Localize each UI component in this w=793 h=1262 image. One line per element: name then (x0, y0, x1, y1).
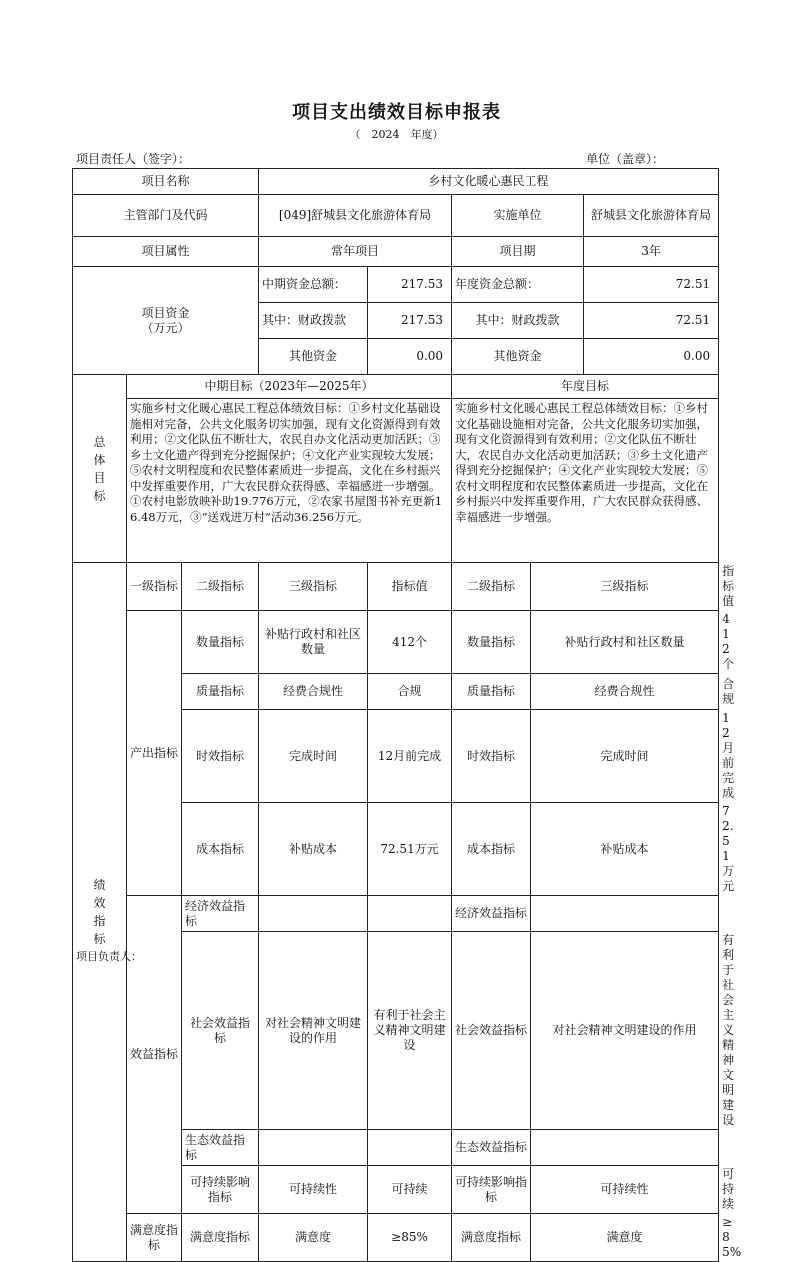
mid-total-label: 中期资金总额： (259, 267, 368, 303)
mid-benefit-l3: 可持续性 (259, 1166, 368, 1214)
impl-unit-label: 实施单位 (452, 195, 584, 237)
mid-benefit-value: 有利于社会主义精神文明建设 (368, 932, 452, 1130)
mid-fiscal-value: 217.53 (368, 303, 452, 339)
year-benefit-l3 (531, 1130, 719, 1166)
year-benefit-l2: 生态效益指标 (452, 1130, 531, 1166)
mid-benefit-l2: 经济效益指标 (182, 896, 259, 932)
mid-benefit-value (368, 896, 452, 932)
mid-output-l2: 成本指标 (182, 803, 259, 896)
dept-label: 主管部门及代码 (73, 195, 259, 237)
year-benefit-l2: 社会效益指标 (452, 932, 531, 1130)
unit-seal-label: 单位（盖章）： (586, 152, 665, 166)
year-satisfaction-l3: 满意度 (531, 1214, 719, 1262)
year-level3-header: 三级指标 (531, 563, 719, 611)
year-total-label: 年度资金总额： (452, 267, 584, 303)
satisfaction-indicator-label: 满意度指标 (127, 1214, 182, 1262)
year-total-value: 72.51 (584, 267, 719, 303)
mid-benefit-l3 (259, 896, 368, 932)
year-fiscal-label: 其中：财政拨款 (452, 303, 584, 339)
year-output-l2: 质量指标 (452, 674, 531, 710)
mid-level3-header: 三级指标 (259, 563, 368, 611)
performance-target-table: 项目名称 乡村文化暖心惠民工程 主管部门及代码 [049]舒城县文化旅游体育局 实施单位 舒城县文化旅游体育局 项目属性 常年项目 项目期 3年 项目资金 （万元） 中期资金总额： 217.53 年度资金总额： 72.51 其中：财政拨款 217.53 其中：财政拨款 72.51 其他资金 0.00 其他资金 0.00 总 体 目 标 中期目标（2023年—2025年） 年度目标 实施乡村文化暖心惠民工程总体绩效目标：①乡村文化基础设施相对完备，公共文化服务切实加强，现有文化资源得到有效利用；②文化队伍不断壮大，农民自办文化活动更加活跃；③乡土文化遗产得到充分挖掘保护；④文化产业实现较大发展；⑤农村文明程度和农民整体素质进一步提高，文化在乡村振兴中发挥重要作用，广大农民群众获得感、幸福感进一步增强。①农村电影放映补助19.776万元，②农家书屋图书补充更新16.48万元，③“送戏进万村”活动36.256万元。 实施乡村文化暖心惠民工程总体绩效目标：①乡村文化基础设施相对完备，公共文化服务切实加强，现有文化资源得到有效利用；②文化队伍不断壮大，农民自办文化活动更加活跃；③乡土文化遗产得到充分挖掘保护；④文化产业实现较大发展；⑤农村文明程度和农民整体素质进一步提高，文化在乡村振兴中发挥重要作用，广大农民群众获得感、幸福感进一步增强。 绩 效 指 标 一级指标 二级指标 三级指标 指标值 二级指标 三级指标 指标值 产出指标 数量指标 补贴行政村和社区数量 412个 数量指标 补贴行政村和社区数量 412个 质量指标 经费合规性 合规 质量指标 经费合规性 合规 时效指标 完成时间 12月前完成 时效指标 完成时间 12月前完成 成本指标 补贴成本 72.51万元 成本指标 补贴成本 72.51万元 效益指标 经济效益指标 经济效益指标 社会效益指标 对社会精神文明建设的作用 有利于社会主义精神文明建设 社会效益指标 对社会精神文明建设的作用 有利于社会主义精神文明建设 生态效益指标 生态效益指标 可持续影响指标 可持续性 可持续 可持续影响指标 可持续性 可持续 满意度指标 满意度指标 满意度 ≥85% 满意度指标 满意度 ≥85% (72, 168, 719, 1262)
year-output-l3: 补贴成本 (531, 803, 719, 896)
year-benefit-l3: 对社会精神文明建设的作用 (531, 932, 719, 1130)
year-other-value: 0.00 (584, 339, 719, 375)
mid-goal-text: 实施乡村文化暖心惠民工程总体绩效目标：①乡村文化基础设施相对完备，公共文化服务切实加强，现有文化资源得到有效利用；②文化队伍不断壮大，农民自办文化活动更加活跃；③乡土文化遗产得到充分挖掘保护；④文化产业实现较大发展；⑤农村文明程度和农民整体素质进一步提高，文化在乡村振兴中发挥重要作用，广大农民群众获得感、幸福感进一步增强。①农村电影放映补助19.776万元，②农家书屋图书补充更新16.48万元，③“送戏进万村”活动36.256万元。 (127, 399, 452, 563)
year-goal-text: 实施乡村文化暖心惠民工程总体绩效目标：①乡村文化基础设施相对完备，公共文化服务切实加强，现有文化资源得到有效利用；②文化队伍不断壮大，农民自办文化活动更加活跃；③乡土文化遗产得到充分挖掘保护；④文化产业实现较大发展；⑤农村文明程度和农民整体素质进一步提高，文化在乡村振兴中发挥重要作用，广大农民群众获得感、幸福感进一步增强。 (452, 399, 719, 563)
output-indicator-label: 产出指标 (127, 611, 182, 896)
mid-benefit-l2: 可持续影响指标 (182, 1166, 259, 1214)
year-output-l2: 时效指标 (452, 710, 531, 803)
mid-output-value: 12月前完成 (368, 710, 452, 803)
form-title: 项目支出绩效目标申报表 (292, 102, 501, 123)
year-output-l2: 成本指标 (452, 803, 531, 896)
year-output-l2: 数量指标 (452, 611, 531, 674)
mid-benefit-l3: 对社会精神文明建设的作用 (259, 932, 368, 1130)
performance-indicator-label: 绩 效 指 标 (73, 563, 127, 1262)
mid-output-l3: 补贴成本 (259, 803, 368, 896)
benefit-indicator-label: 效益指标 (127, 896, 182, 1214)
mid-output-l2: 数量指标 (182, 611, 259, 674)
mid-output-l2: 时效指标 (182, 710, 259, 803)
project-name-value: 乡村文化暖心惠民工程 (259, 169, 719, 195)
dept-value: [049]舒城县文化旅游体育局 (259, 195, 452, 237)
overall-goal-label: 总 体 目 标 (73, 375, 127, 563)
mid-other-label: 其他资金 (259, 339, 368, 375)
mid-other-value: 0.00 (368, 339, 452, 375)
year-satisfaction-l2: 满意度指标 (452, 1214, 531, 1262)
year-other-label: 其他资金 (452, 339, 584, 375)
year-benefit-l2: 可持续影响指标 (452, 1166, 531, 1214)
mid-benefit-l3 (259, 1130, 368, 1166)
project-attr-value: 常年项目 (259, 237, 452, 267)
year-benefit-l3 (531, 896, 719, 932)
mid-fiscal-label: 其中：财政拨款 (259, 303, 368, 339)
mid-satisfaction-l2: 满意度指标 (182, 1214, 259, 1262)
mid-goal-header: 中期目标（2023年—2025年） (127, 375, 452, 399)
project-leader-label: 项目负责人： (76, 950, 142, 963)
mid-benefit-l2: 社会效益指标 (182, 932, 259, 1130)
impl-unit-value: 舒城县文化旅游体育局 (584, 195, 719, 237)
year-benefit-l3: 可持续性 (531, 1166, 719, 1214)
mid-benefit-value: 可持续 (368, 1166, 452, 1214)
project-period-label: 项目期 (452, 237, 584, 267)
mid-output-l2: 质量指标 (182, 674, 259, 710)
mid-output-l3: 补贴行政村和社区数量 (259, 611, 368, 674)
year-output-l3: 补贴行政村和社区数量 (531, 611, 719, 674)
mid-output-l3: 经费合规性 (259, 674, 368, 710)
mid-benefit-value (368, 1130, 452, 1166)
form-year: （ 2024 年度） (349, 128, 444, 141)
mid-output-value: 412个 (368, 611, 452, 674)
mid-level2-header: 二级指标 (182, 563, 259, 611)
year-fiscal-value: 72.51 (584, 303, 719, 339)
year-output-l3: 经费合规性 (531, 674, 719, 710)
level1-header: 一级指标 (127, 563, 182, 611)
mid-satisfaction-l3: 满意度 (259, 1214, 368, 1262)
mid-output-value: 合规 (368, 674, 452, 710)
year-level2-header: 二级指标 (452, 563, 531, 611)
year-goal-header: 年度目标 (452, 375, 719, 399)
mid-satisfaction-value: ≥85% (368, 1214, 452, 1262)
project-attr-label: 项目属性 (73, 237, 259, 267)
year-benefit-l2: 经济效益指标 (452, 896, 531, 932)
project-period-value: 3年 (584, 237, 719, 267)
mid-value-header: 指标值 (368, 563, 452, 611)
mid-benefit-l2: 生态效益指标 (182, 1130, 259, 1166)
responsible-signature-label: 项目责任人（签字）： (76, 152, 191, 166)
mid-output-l3: 完成时间 (259, 710, 368, 803)
year-output-l3: 完成时间 (531, 710, 719, 803)
project-name-label: 项目名称 (73, 169, 259, 195)
mid-total-value: 217.53 (368, 267, 452, 303)
funds-label: 项目资金 （万元） (73, 267, 259, 375)
mid-output-value: 72.51万元 (368, 803, 452, 896)
